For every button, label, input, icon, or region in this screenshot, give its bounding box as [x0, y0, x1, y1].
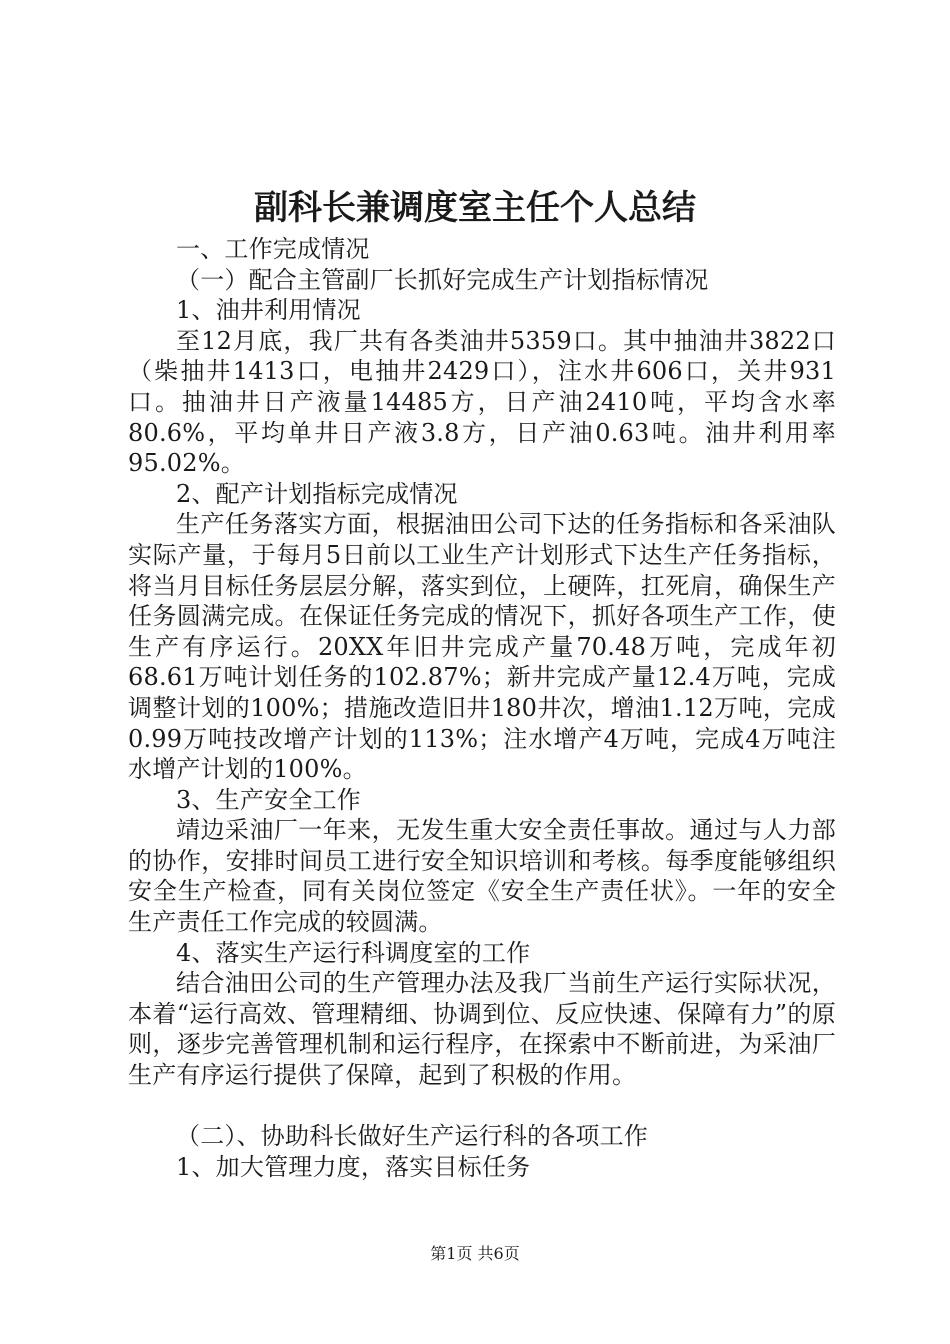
document-title: 副科长兼调度室主任个人总结: [254, 188, 696, 228]
blank-line: [128, 1091, 836, 1122]
item-heading: 2、配产计划指标完成情况: [176, 479, 458, 508]
item-heading: 1、油井利用情况: [176, 296, 361, 325]
document-body: [128, 234, 836, 1182]
paragraph: 至12月底，我厂共有各类油井5359口。其中抽油井3822口（柴抽井1413口，电抽井2429口），注水井606口，关井931口。抽油井日产液量14485方，日产油2410吨，平均含水率80.6%，平均单井日产液3.8方，日产油0.63吨。油井利用率95.02%。: [128, 326, 836, 478]
paragraph: 靖边采油厂一年来，无发生重大安全责任事故。通过与人力部的协作，安排时间员工进行安全知识培训和考核。每季度能够组织安全生产检查，同有关岗位签定《安全生产责任状》。一年的安全生产责任工作完成的较圆满。: [128, 816, 836, 937]
item-heading: 1、加大管理力度，落实目标任务: [176, 1152, 531, 1181]
item-heading: 4、落实生产运行科调度室的工作: [176, 938, 531, 967]
paragraph: 生产任务落实方面，根据油田公司下达的任务指标和各采油队实际产量，于每月5日前以工业生产计划形式下达生产任务指标，将当月目标任务层层分解，落实到位，上硬阵，扛死肩，确保生产任务圆满完成。在保证任务完成的情况下，抓好各项生产工作，使生产有序运行。20XX年旧井完成产量70.48万吨，完成年初68.61万吨计划任务的102.87%；新井完成产量12.4万吨，完成调整计划的100%；措施改造旧井180井次，增油1.12万吨，完成0.99万吨技改增产计划的113%；注水增产4万吨，完成4万吨注水增产计划的100%。: [128, 510, 836, 784]
item-heading: 3、生产安全工作: [176, 785, 361, 814]
paragraph: 结合油田公司的生产管理办法及我厂当前生产运行实际状况，本着“运行高效、管理精细、协调到位、反应快速、保障有力”的原则，逐步完善管理机制和运行程序，在探索中不断前进，为采油厂生产有序运行提供了保障，起到了积极的作用。: [128, 969, 836, 1090]
page-footer: 第1页 共6页: [430, 1244, 520, 1263]
section-heading: 一、工作完成情况: [176, 235, 370, 263]
subsection-heading: （二）、协助科长做好生产运行科的各项工作: [176, 1122, 648, 1151]
subsection-heading: （一）配合主管副厂长抓好完成生产计划指标情况: [176, 265, 709, 294]
